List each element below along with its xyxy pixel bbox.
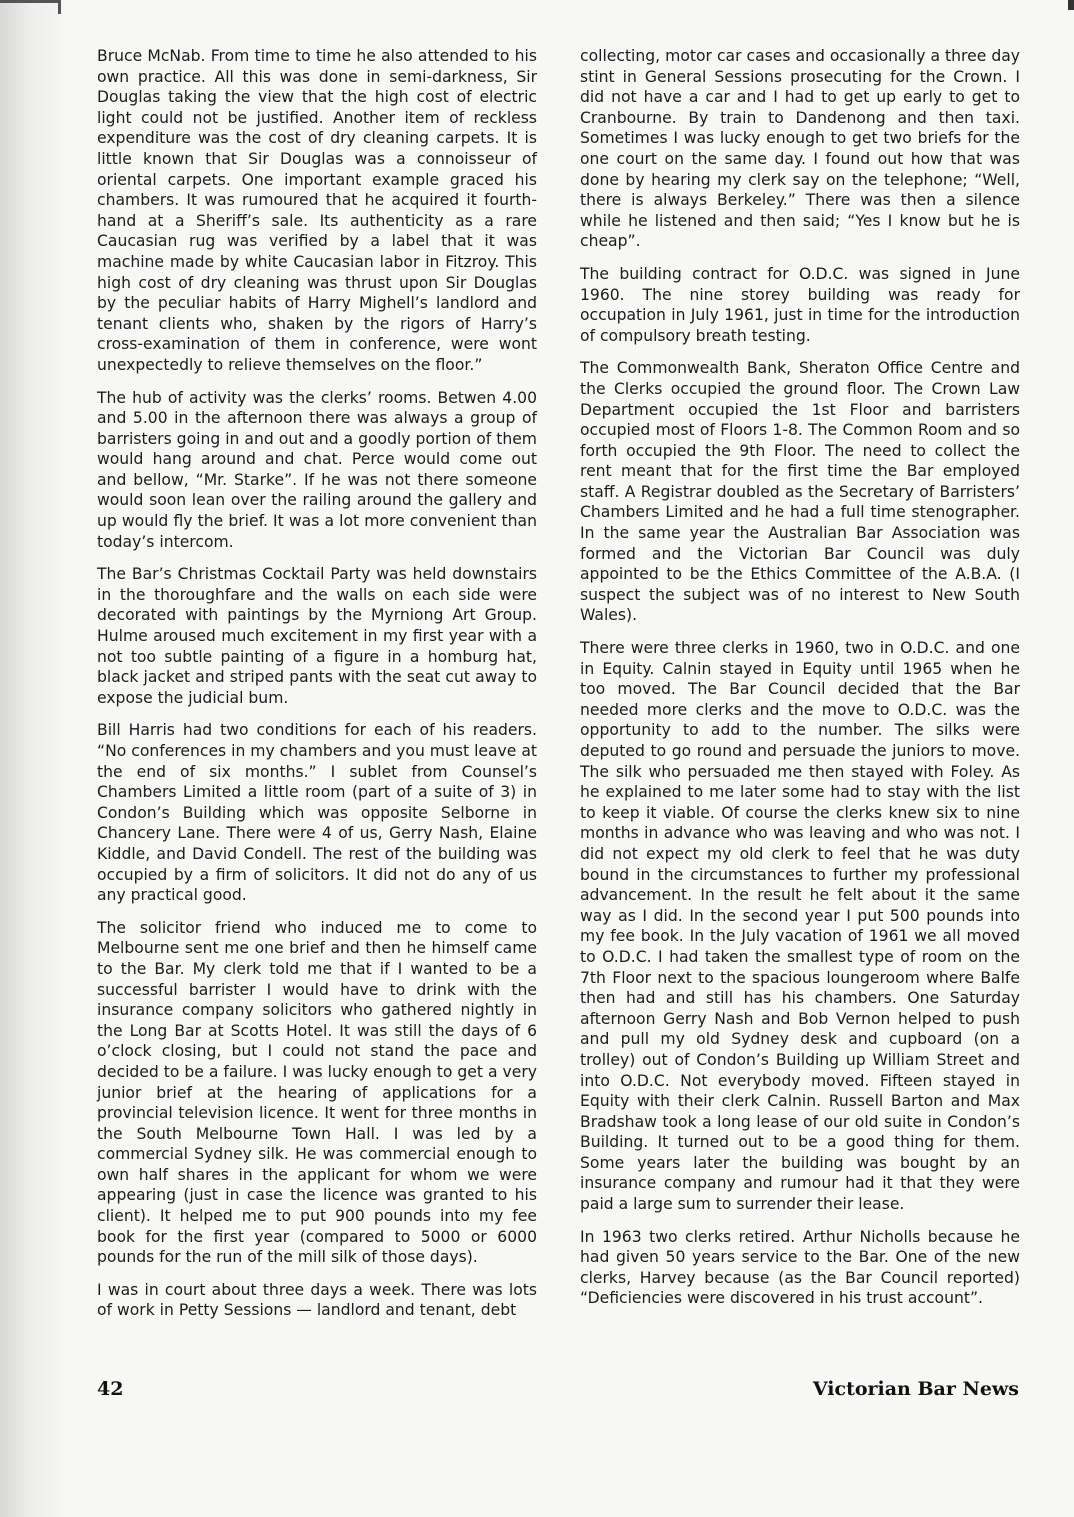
paragraph: The solicitor friend who induced me to come to Melbourne sent me one brief and then he himself came to the Bar. My clerk told me that if I wanted to be a successful barrister I would have to drink with the insurance company solicitors who gathered nightly in the Long Bar at Scotts Hotel. It was still the days of 6 o’clock closing, but I could not stand the pace and decided to be a failure. I was lucky enough to get a very junior brief at the hearing of applications for a provincial television licence. It went for three months in the South Melbourne Town Hall. I was led by a commercial Sydney silk. He was commercial enough to own half shares in the applicant for whom we were appearing (just in case the licence was granted to his client). It helped me to put 900 pounds into my fee book for the first year (compared to 5000 or 6000 pounds for the run of the mill silk of those days). xyxy=(97,918,537,1267)
page-number: 42 xyxy=(97,1378,124,1400)
paragraph: There were three clerks in 1960, two in O.D.C. and one in Equity. Calnin stayed in Equity until 1965 when he too moved. The Bar Council decided that the Bar needed more clerks and the move to O.D.C. was the opportunity to add to the number. The silks were deputed to go round and persuade the juniors to move. The silk who persuaded me then stayed with Foley. As he explained to me later some had to stay with the list to keep it viable. Of course the clerks knew six to nine months in advance who was leaving and who was not. I did not expect my old clerk to feel that he was duty bound in the circumstances to further my professional advancement. In the result he felt about it the same way as I did. In the second year I put 500 pounds into my fee book. In the July vacation of 1961 we all moved to O.D.C. I had taken the smallest type of room on the 7th Floor next to the spacious loungeroom where Balfe then had and still has his chambers. One Saturday afternoon Gerry Nash and Bob Vernon helped to push and pull my old Sydney desk and cupboard (on a trolley) out of Condon’s Building up William Street and into O.D.C. Not everybody moved. Fifteen stayed in Equity with their clerk Calnin. Russell Barton and Max Bradshaw took a long lease of our old suite in Condon’s Building. It turned out to be a good thing for them. Some years later the building was bought by an insurance company and rumour had it that they were paid a large sum to surrender their lease. xyxy=(580,639,1020,1214)
left-column xyxy=(97,46,537,1333)
paragraph: Bruce McNab. From time to time he also attended to his own practice. All this was done in semi-darkness, Sir Douglas taking the view that the high cost of electric light could not be justified. Another item of reckless expenditure was the cost of dry cleaning carpets. It is little known that Sir Douglas was a connoisseur of oriental carpets. One important example graced his chambers. It was rumoured that he acquired it fourth-hand at a Sheriff’s sale. Its authenticity as a rare Caucasian rug was verified by a label that it was machine made by white Caucasian labor in Fitzroy. This high cost of dry cleaning was thrust upon Sir Douglas by the peculiar habits of Harry Mighell’s landlord and tenant clients who, shaken by the rigors of Harry’s cross-examination of them in conference, were wont unexpectedly to relieve themselves on the floor.” xyxy=(97,47,537,374)
paragraph: The Commonwealth Bank, Sheraton Office Centre and the Clerks occupied the ground floor. The Crown Law Department occupied the 1st Floor and barristers occupied most of Floors 1-8. The Common Room and so forth occupied the 9th Floor. The need to collect the rent meant that for the first time the Bar employed staff. A Registrar doubled as the Secretary of Barristers’ Chambers Limited and he had a full time stenographer. In the same year the Australian Bar Association was formed and the Victorian Bar Council was duly appointed to be the Ethics Committee of the A.B.A. (I suspect the subject was of no interest to New South Wales). xyxy=(580,359,1020,625)
paragraph: collecting, motor car cases and occasionally a three day stint in General Sessions prosecuting for the Crown. I did not have a car and I had to get up early to get to Cranbourne. By train to Dandenong and then taxi. Sometimes I was lucky enough to get two briefs for the one court on the same day. I found out how that was done by hearing my clerk say on the telephone; “Well, there is always Berkeley.” There was then a silence while he listened and then said; “Yes I know but he is cheap”. xyxy=(580,47,1020,251)
publication-title: Victorian Bar News xyxy=(812,1378,1019,1400)
binding-shadow xyxy=(0,0,70,1517)
paragraph: The building contract for O.D.C. was signed in June 1960. The nine storey building was ready for occupation in July 1961, just in time for the introduction of compulsory breath testing. xyxy=(580,264,1020,345)
paragraph: Bill Harris had two conditions for each of his readers. “No conferences in my chambers and you must leave at the end of six months.” I sublet from Counsel’s Chambers Limited a little room (part of a suite of 3) in Condon’s Building which was opposite Selborne in Chancery Lane. There were 4 of us, Gerry Nash, Elaine Kiddle, and David Condell. The rest of the building was occupied by a firm of solicitors. It did not do any of us any practical good. xyxy=(97,721,537,905)
paragraph: I was in court about three days a week. There was lots of work in Petty Sessions — landlord and tenant, debt xyxy=(97,1280,537,1320)
crop-mark-left xyxy=(0,0,60,13)
right-column xyxy=(580,46,1020,1321)
paragraph: In 1963 two clerks retired. Arthur Nicholls because he had given 50 years service to the Bar. One of the new clerks, Harvey because (as the Bar Council reported) “Deficiencies were discovered in his trust account”. xyxy=(580,1227,1020,1308)
paragraph: The Bar’s Christmas Cocktail Party was held downstairs in the thoroughfare and the walls on each side were decorated with paintings by the Myrniong Art Group. Hulme aroused much excitement in my first year with a not too subtle painting of a figure in a homburg hat, black jacket and striped pants with the seat cut away to expose the judicial bum. xyxy=(97,565,537,707)
page-footer xyxy=(97,1378,1019,1406)
paragraph: The hub of activity was the clerks’ rooms. Betwen 4.00 and 5.00 in the afternoon there was always a group of barristers going in and out and a goodly portion of them would hang around and chat. Perce would come out and bellow, “Mr. Starke”. If he was not there someone would soon lean over the railing around the gallery and up would fly the brief. It was a lot more convenient than today’s intercom. xyxy=(97,388,537,551)
crop-mark-right xyxy=(1068,0,1074,10)
